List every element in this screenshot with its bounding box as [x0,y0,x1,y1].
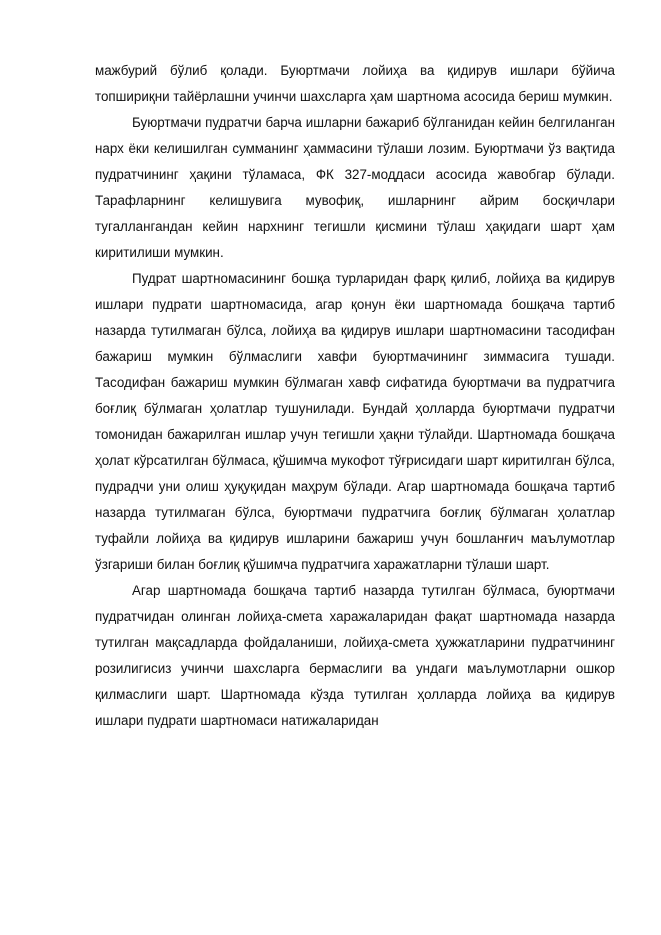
document-page [95,58,615,734]
paragraph-risk: Пудрат шартномасининг бошқа турларидан фарқ қилиб, лойиҳа ва қидирув ишлари пудрати шартномасида, агар қонун ёки шартномада бошқача тартиб назарда тутилмаган бўлса, лойиҳа ва қидирув ишлари шартномасини тасодифан бажариш мумкин бўлмаслиги хавфи буюртмачининг зиммасига тушади. Тасодифан бажариш мумкин бўлмаган хавф сифатида буюртмачи ва пудратчига боғлиқ бўлмаган ҳолатлар тушунилади. Бундай ҳолларда буюртмачи пудратчи томонидан бажарилган ишлар учун тегишли ҳақни тўлайди. Шартномада бошқача ҳолат кўрсатилган бўлмаса, қўшимча мукофот тўғрисидаги шарт киритилган бўлса, пудрадчи уни олиш ҳуқуқидан маҳрум бўлади. Агар шартномада бошқача тартиб назарда тутилмаган бўлса, буюртмачи пудратчига боғлиқ бўлмаган ҳолатлар туфайли лойиҳа ва қидирув ишларини бажариш учун бошланғич маълумотлар ўзгариши билан боғлиқ қўшимча пудратчига харажатларни тўлаши шарт. [95,271,615,572]
paragraph-payment: Буюртмачи пудратчи барча ишларни бажариб бўлганидан кейин белгиланган нарх ёки келишилган сумманинг ҳаммасини тўлаши лозим. Буюртмачи ўз вақтида пудратчининг ҳақини тўламаса, ФК 327-моддаси асосида жавобгар бўлади. Тарафларнинг келишувига мувофиқ, ишларнинг айрим босқичлари тугаллангандан кейин нархнинг тегишли қисмини тўлаш ҳақидаги шарт ҳам киритилиши мумкин. [95,115,615,260]
paragraph-documentation: Агар шартномада бошқача тартиб назарда тутилган бўлмаса, буюртмачи пудратчидан олинган лойиҳа-смета харажаларидан фақат шартномада назарда тутилган мақсадларда фойдаланиши, лойиҳа-смета ҳужжатларини пудратчининг розилигисиз учинчи шахсларга бермаслиги ва ундаги маълумотларни ошкор қилмаслиги шарт. Шартномада кўзда тутилган ҳолларда лойиҳа ва қидирув ишлари пудрати шартномаси натижаларидан [95,583,615,728]
paragraph-continued: мажбурий бўлиб қолади. Буюртмачи лойиҳа ва қидирув ишлари бўйича топшириқни тайёрлашни учинчи шахсларга ҳам шартнома асосида бериш мумкин. [95,63,615,104]
